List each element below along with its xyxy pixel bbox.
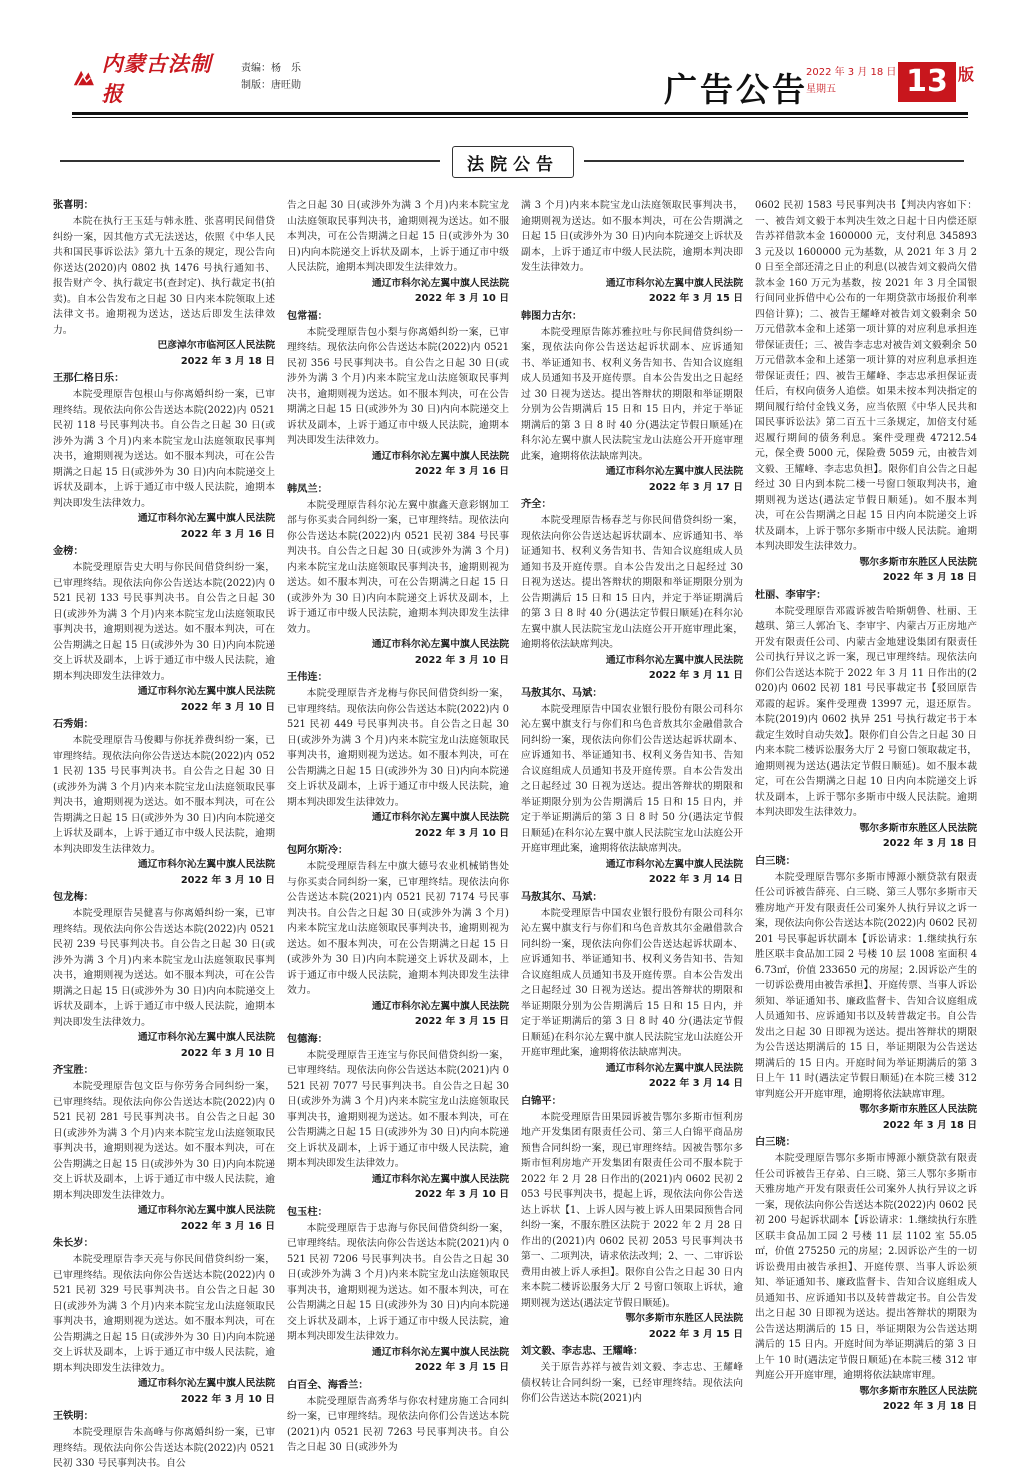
notice-date: 2022 年 3 月 14 日 [648, 1078, 743, 1089]
court-notice [287, 309, 509, 480]
logo-emblem-icon [72, 66, 96, 90]
notice-addressee: 包龙梅： [53, 892, 94, 903]
notice-addressee: 王铁明： [53, 1411, 94, 1422]
notice-court: 通辽市科尔沁左翼中旗人民法院 [371, 639, 509, 650]
court-notice [287, 1032, 509, 1203]
notice-body: 本院受理原告陈苏雅拉吐与你民间借贷纠纷一案，现依法向你公告送达起诉状副本、应诉通知书、举证通知书、权利义务告知书、告知合议庭组成人员通知书及开庭传票。自本公告发出之日起经过 30 日视为送达。提出答辩状的期限和举证期限分别为公告期满后 15 日和 15 日内，并定于举证期满后的第 3 日 8 时 40 分(遇法定节假日顺延)在科尔沁左翼中旗人民法院宝龙山法庭公开开庭审理此案，逾期将依法缺席判决。 [521, 326, 743, 462]
court-notice [53, 198, 275, 369]
court-notice [287, 843, 509, 1030]
notice-addressee: 金榜： [53, 546, 84, 557]
notice-date: 2022 年 3 月 10 日 [180, 701, 275, 713]
notice-date: 2022 年 3 月 15 日 [648, 1328, 743, 1340]
column-4 [755, 198, 977, 1478]
notice-body: 本院受理原告史大明与你民间借贷纠纷一案，已审理终结。现依法向你公告送达本院(2022)内 0521 民初 133 号民事判决书。自公告之日起 30 日(或涉外为满 3 个月)内来本院宝龙山法庭领取民事判决书，逾期则视为送达。如不服本判决，可在公告期满之日起 15 日(或涉外为 30 日)内向本院递交上诉状及副本，上诉于通辽市中级人民法院，逾期本判决即发生法律效力。 [53, 562, 275, 682]
notice-date: 2022 年 3 月 10 日 [180, 1393, 275, 1405]
notice-addressee: 包常福： [287, 310, 328, 322]
column-3 [521, 198, 743, 1478]
notice-date: 2022 年 3 月 16 日 [180, 1220, 275, 1232]
notice-date: 2022 年 3 月 10 日 [414, 1189, 509, 1200]
notice-court: 鄂尔多斯市东胜区人民法院 [859, 1104, 977, 1115]
notice-court: 通辽市科尔沁左翼中旗人民法院 [371, 1346, 509, 1358]
notice-date: 2022 年 3 月 14 日 [648, 874, 743, 885]
notice-addressee: 包阿尔斯冷： [287, 845, 349, 856]
court-notice [521, 497, 743, 684]
notice-body: 0602 民初 1583 号民事判决书【判决内容如下：一、被告刘文毅于本判决生效之日起十日内偿还原告苏祥借款本金 1600000 元，支付利息 3458933 元及以 1600000 元为基数，从 2021 年 3 月 20 日至全部还清之日止的利息(以被告刘文毅尚欠借款本金 160 万元为基数，按 2021 年 3 月全国银行间同业拆借中心公布的一年期贷款市场报价利率四倍计算)；二、被告王耀峰对被告刘文毅剩余 50 万元借款本金和上述第一项计算的对应利息承担连带保证责任；三、被告李志忠对被告刘文毅剩余 50 万元借款本金和上述第一项计算的对应利息承担连带保证责任；四、被告王耀峰、李志忠承担保证责任后，有权向债务人追偿。如果未按本判决指定的期间履行给付金钱义务，应当依照《中华人民共和国民事诉讼法》第二百五十三条规定，加倍支付延迟履行期间的债务利息。案件受理费 47212.54 元，保全费 5000 元，保险费 5059 元，由被告刘文毅、王耀峰、李志忠负担】。限你们自公告之日起经过 30 日内到本院二楼一号窗口领取判决书，逾期则视为送达(遇法定节假日顺延)。如不服本判决，可在公告期满之日起 15 日内向本院递交上诉状及副本，上诉于鄂尔多斯市中级人民法院。逾期本判决即发生法律效力。 [755, 200, 977, 552]
court-notice [755, 854, 977, 1134]
notice-body: 本院受理原告李天亮与你民间借贷纠纷一案，已审理终结。现依法向你公告送达本院(2022)内 0521 民初 329 号民事判决书。自公告之日起 30 日(或涉外为满 3 个月)内来本院宝龙山法庭领取民事判决书，逾期则视为送达。如不服本判决，可在公告期满之日起 15 日(或涉外为 30 日)内向本院递交上诉状及副本，上诉于通辽市中级人民法院，逾期本判决即发生法律效力。 [53, 1254, 275, 1374]
banner-title: 法院公告 [452, 146, 574, 178]
notice-date: 2022 年 3 月 18 日 [882, 1401, 977, 1412]
notice-court: 通辽市科尔沁左翼中旗人民法院 [605, 654, 743, 666]
notice-court: 鄂尔多斯市东胜区人民法院 [859, 1385, 977, 1397]
court-notice [287, 482, 509, 669]
court-notice [521, 1094, 743, 1343]
notice-court: 巴彦淖尔市临河区人民法院 [157, 340, 275, 351]
notice-addressee: 韩凤兰： [287, 483, 328, 495]
banner-line-left [60, 160, 440, 162]
page-number: 13 [898, 62, 956, 102]
notice-body: 本院受理原告于忠海与你民间借贷纠纷一案，已审理终结。现依法向你公告送达本院(2021)内 0521 民初 7206 号民事判决书。自公告之日起 30 日(或涉外为满 3 个月)内来本院宝龙山法庭领取民事判决书，逾期则视为送达。如不服本判决，可在公告期满之日起 15 日(或涉外为 30 日)内向本院递交上诉状及副本，上诉于通辽市中级人民法院，逾期本判决即发生法律效力。 [287, 1222, 509, 1342]
notice-date: 2022 年 3 月 10 日 [414, 827, 509, 839]
notice-addressee: 包德海： [287, 1033, 328, 1045]
notice-court: 通辽市科尔沁左翼中旗人民法院 [137, 1205, 275, 1216]
court-notice [287, 198, 509, 307]
notice-date: 2022 年 3 月 16 日 [414, 466, 509, 477]
notice-addressee: 白三晓： [755, 855, 796, 867]
notice-date: 2022 年 3 月 10 日 [414, 654, 509, 666]
column-2 [287, 198, 509, 1478]
notice-addressee: 杜丽、李审宇： [755, 589, 827, 601]
notice-court: 通辽市科尔沁左翼中旗人民法院 [605, 1062, 743, 1074]
section-title: 广告公告 [664, 70, 808, 109]
notice-addressee: 张喜明： [53, 200, 94, 211]
notice-court: 通辽市科尔沁左翼中旗人民法院 [371, 812, 509, 823]
notice-body: 本院受理原告高秀华与你农村建房施工合同纠纷一案，已审理终结。现依法向你们公告送达本院(2021)内 0521 民初 7263 号民事判决书。自公告之日起 30 日(或涉外为 [287, 1395, 509, 1453]
notice-body: 本院受理原告包根山与你离婚纠纷一案，已审理终结。现依法向你公告送达本院(2022)内 0521 民初 118 号民事判决书。自公告之日起 30 日(或涉外为满 3 个月)内来本院宝龙山法庭领取民事判决书，逾期则视为送达。如不服本判决，可在公告期满之日起 15 日(或涉外为 30 日)内向本院递交上诉状及副本，上诉于通辽市中级人民法院，逾期本判决即发生法律效力。 [53, 389, 275, 509]
issue-date-box [806, 64, 896, 98]
court-notice [287, 1205, 509, 1376]
notice-addressee: 王那仁格日乐： [53, 373, 125, 384]
notice-addressee: 韩图力古尔： [521, 310, 583, 322]
notice-court: 通辽市科尔沁左翼中旗人民法院 [605, 277, 743, 289]
notice-court: 通辽市科尔沁左翼中旗人民法院 [137, 1378, 275, 1389]
notice-body: 本院受理原告马俊卿与你抚养费纠纷一案，已审理终结。现依法向你公告送达本院(2022)内 0521 民初 135 号民事判决书。自公告之日起 30 日(或涉外为满 3 个月)内来本院宝龙山法庭领取民事判决书，逾期则视为送达。如不服本判决，可在公告期满之日起 15 日(或涉外为 30 日)内向本院递交上诉状及副本，上诉于通辽市中级人民法院，逾期本判决即发生法律效力。 [53, 735, 275, 855]
notice-date: 2022 年 3 月 18 日 [882, 838, 977, 849]
masthead [0, 0, 1024, 118]
producer-line: 制版：唐旺勋 [241, 80, 301, 91]
court-notice [53, 1236, 275, 1407]
notice-addressee: 马敖其尔、马斌： [521, 687, 603, 699]
notice-addressee: 石秀娟： [53, 719, 94, 730]
notice-date: 2022 年 3 月 10 日 [414, 293, 509, 304]
notice-addressee: 王伟连： [287, 672, 328, 683]
notice-date: 2022 年 3 月 15 日 [414, 1016, 509, 1027]
notice-columns [53, 198, 977, 1478]
newspaper-logo [72, 51, 222, 106]
notice-body: 本院受理原告齐龙梅与你民间借贷纠纷一案，已审理终结。现依法向你公告送达本院(2022)内 0521 民初 449 号民事判决书。自公告之日起 30 日(或涉外为满 3 个月)内来本院宝龙山法庭领取民事判决书，逾期则视为送达。如不服本判决，可在公告期满之日起 15 日(或涉外为 30 日)内向本院递交上诉状及副本，上诉于通辽市中级人民法院，逾期本判决即发生法律效力。 [287, 688, 509, 808]
notice-court: 通辽市科尔沁左翼中旗人民法院 [137, 1032, 275, 1043]
issue-date: 2022 年 3 月 18 日 [806, 67, 897, 78]
notice-addressee: 马敖其尔、马斌： [521, 891, 603, 903]
notice-addressee: 包玉柱： [287, 1206, 328, 1218]
court-notice-banner [60, 142, 964, 180]
notice-body: 本院受理原告科尔沁左翼中旗鑫天意彩钢加工部与你买卖合同纠纷一案，已审理终结。现依法向你公告送达本院(2022)内 0521 民初 384 号民事判决书。自公告之日起 30 日(或涉外为满 3 个月)内来本院宝龙山法庭领取民事判决书，逾期则视为送达。如不服本判决，可在公告期满之日起 15 日(或涉外为 30 日)内向本院递交上诉状及副本，上诉于通辽市中级人民法院，逾期本判决即发生法律效力。 [287, 499, 509, 635]
notice-court: 通辽市科尔沁左翼中旗人民法院 [371, 1000, 509, 1012]
notice-date: 2022 年 3 月 16 日 [180, 528, 275, 540]
notice-date: 2022 年 3 月 18 日 [882, 1119, 977, 1131]
editor-line: 责编：杨 乐 [241, 63, 301, 74]
court-notice [521, 890, 743, 1092]
column-1 [53, 198, 275, 1478]
court-notice [53, 544, 275, 715]
notice-court: 通辽市科尔沁左翼中旗人民法院 [137, 686, 275, 697]
header-rule [72, 112, 968, 115]
notice-court: 通辽市科尔沁左翼中旗人民法院 [371, 277, 509, 289]
notice-body: 本院受理原告包文臣与你劳务合同纠纷一案，已审理终结。现依法向你公告送达本院(2022)内 0521 民初 281 号民事判决书。自公告之日起 30 日(或涉外为满 3 个月)内来本院宝龙山法庭领取民事判决书，逾期则视为送达。如不服本判决，可在公告期满之日起 15 日(或涉外为 30 日)内向本院递交上诉状及副本，上诉于通辽市中级人民法院，逾期本判决即发生法律效力。 [53, 1081, 275, 1201]
court-notice [53, 1063, 275, 1234]
court-notice [287, 670, 509, 841]
notice-body: 本院受理原告朱高峰与你离婚纠纷一案，已审理终结。现依法向你公告送达本院(2022)内 0521 民初 330 号民事判决书。自公 [53, 1427, 275, 1469]
notice-addressee: 白三晓： [755, 1137, 796, 1148]
court-notice [53, 371, 275, 542]
court-notice [287, 1378, 509, 1456]
court-notice [521, 686, 743, 888]
notice-date: 2022 年 3 月 15 日 [648, 293, 743, 304]
newspaper-name: 内蒙古法制报 [101, 51, 212, 106]
court-notice [521, 309, 743, 496]
notice-addressee: 刘文毅、李志忠、王耀峰： [521, 1346, 644, 1357]
court-notice [53, 717, 275, 888]
notice-court: 通辽市科尔沁左翼中旗人民法院 [371, 1173, 509, 1185]
banner-line-right [584, 160, 964, 162]
notice-addressee: 白锦平： [521, 1095, 562, 1107]
notice-date: 2022 年 3 月 11 日 [648, 670, 743, 681]
notice-court: 鄂尔多斯市东胜区人民法院 [859, 822, 977, 834]
notice-addressee: 齐全： [521, 499, 552, 510]
notice-body: 告之日起 30 日(或涉外为满 3 个月)内来本院宝龙山法庭领取民事判决书，逾期则视为送达。如不服本判决，可在公告期满之日起 15 日(或涉外为 30 日)内向本院递交上诉状及副本，上诉于通辽市中级人民法院，逾期本判决即发生法律效力。 [287, 200, 509, 273]
notice-body: 本院受理原告吴健喜与你离婚纠纷一案，已审理终结。现依法向你公告送达本院(2022)内 0521 民初 239 号民事判决书。自公告之日起 30 日(或涉外为满 3 个月)内来本院宝龙山法庭领取民事判决书，逾期则视为送达。如不服本判决，可在公告期满之日起 15 日(或涉外为 30 日)内向本院递交上诉状及副本，上诉于通辽市中级人民法院，逾期本判决即发生法律效力。 [53, 908, 275, 1028]
notice-body: 本院在执行王玉廷与韩永胜、张喜明民间借贷纠纷一案，因其他方式无法送达，依照《中华人民共和国民事诉讼法》第九十五条的规定，现公告向你送达(2020)内 0802 执 1476 号执行通知书、报告财产令、执行裁定书(查封定)、执行裁定书(拍卖)。自本公告发布之日起 30 日内来本院领取上述法律文书。逾期视为送达，送达后即发生法律效力。 [53, 216, 275, 336]
notice-date: 2022 年 3 月 10 日 [180, 1047, 275, 1059]
notice-date: 2022 年 3 月 10 日 [180, 874, 275, 886]
notice-body: 本院受理原告鄂尔多斯市博源小额贷款有限责任公司诉被告薛亮、白三晓、第三人鄂尔多斯市天雅房地产开发有限责任公司案外人执行异议之诉一案，现依法向你公告送达本院(2022)内 0602 民初 201 号民事起诉状副本【诉讼请求：1.继续执行东胜区联丰食品加工园 2 号楼 10 层 1008 室面积 46.73㎡，价值 233650 元的房屋；2.因诉讼产生的一切诉讼费用由被告承担】、开庭传票、当事人诉讼须知、举证通知书、廉政监督卡、告知合议庭组成人员通知书、应诉通知书以及转普裁定书。自公告发出之日起 30 日即视为送达。提出答辩状的期限为公告送达期满后的 15 日，举证期限为公告送达期满后的 15 日内。开庭时间为举证期满后的第 3 日上午 11 时(遇法定节假日顺延)在本院三楼 312 审判庭公开开庭审理，逾期将依法缺席审理。 [755, 871, 977, 1100]
notice-date: 2022 年 3 月 18 日 [882, 572, 977, 583]
notice-body: 本院受理原告邓霞诉被告哈斯朝鲁、杜丽、王越琪、第三人郭冶飞、李审宇、内蒙古万正房地产开发有限责任公司、内蒙古金地建设集团有限责任公司执行异议之诉一案，现已审理终结。现依法向你们公告送达本院于 2022 年 3 月 11 日作出的(2020)内 0602 民初 181 号民事裁定书【驳回原告邓霞的起诉。案件受理费 13997 元，退还原告。本院(2019)内 0602 执异 251 号执行裁定书于本裁定生效时自动失效】。限你们自公告之日起 30 日内来本院二楼诉讼服务大厅 2 号窗口领取裁定书，逾期则视为送达(遇法定节假日顺延)。如不服本裁定，可在公告期满之日起 10 日内向本院递交上诉状及副本，上诉于鄂尔多斯市中级人民法院。逾期本判决即发生法律效力。 [755, 605, 977, 818]
notice-court: 鄂尔多斯市东胜区人民法院 [859, 556, 977, 568]
notice-court: 通辽市科尔沁左翼中旗人民法院 [371, 450, 509, 462]
court-notice [53, 1409, 275, 1472]
notice-body: 本院受理原告鄂尔多斯市博源小额贷款有限责任公司诉被告王存弟、白三晓、第三人鄂尔多斯市天雅房地产开发有限责任公司案外人执行异议之诉一案，现依法向你公告送达本院(2022)内 0602 民初 200 号起诉状副本【诉讼请求：1.继续执行东胜区联丰食品加工园 2 号楼 11 层 1102 室 55.05㎡，价值 275250 元的房屋；2.因诉讼产生的一切诉讼费用由被告承担】、开庭传票、当事人诉讼须知、举证通知书、廉政监督卡、告知合议庭组成人员通知书、应诉通知书以及转普裁定书。自公告发出之日起 30 日即视为送达。提出答辩状的期限为公告送达期满后的 15 日，举证期限为公告送达期满后的 15 日内。开庭时间为举证期满后的第 3 日上午 10 时(遇法定节假日顺延)在本院三楼 312 审判庭公开开庭审理，逾期将依法缺席审理。 [755, 1153, 977, 1381]
notice-body: 本院受理原告中国农业银行股份有限公司科尔沁左翼中旗支行与你们和乌色音敖其尔金融借款合同纠纷一案，现依法向你们公告送达起诉状副本、应诉通知书、举证通知书、权利义务告知书、告知合议庭组成人员通知书及开庭传票。自本公告发出之日起经过 30 日视为送达。提出答辩状的期限和举证期限分别为公告期满后 15 日和 15 日内，并定于举证期满后的第 3 日 8 时 50 分(遇法定节假日顺延)在科尔沁左翼中旗人民法院宝龙山法庭公开开庭审理此案，逾期将依法缺席判决。 [521, 703, 743, 854]
notice-body: 本院受理原告田果园诉被告鄂尔多斯市恒利房地产开发集团有限责任公司、第三人白锦平商品房预售合同纠纷一案，现已审理终结。因被告鄂尔多斯市恒利房地产开发集团有限责任公司不服本院于 2022 年 2 月 28 日作出的(2021)内 0602 民初 2053 号民事判决书，提起上诉，现依法向你公告送达上诉状【1、上诉人因与被上诉人田果园预售合同纠纷一案，不服东胜区法院于 2022 年 2 月 28 日作出的(2021)内 0602 民初 2053 号民事判决书第一、二项判决，请求依法改判；2、一、二审诉讼费用由被上诉人承担】。限你自公告之日起 30 日内来本院二楼诉讼服务大厅 2 号窗口领取上诉状，逾期则视为送达(遇法定节假日顺延)。 [521, 1111, 743, 1309]
notice-court: 鄂尔多斯市东胜区人民法院 [625, 1313, 743, 1324]
court-notice [53, 890, 275, 1061]
notice-court: 通辽市科尔沁左翼中旗人民法院 [605, 466, 743, 477]
editor-credits [241, 60, 301, 94]
notice-addressee: 朱长岁： [53, 1238, 94, 1249]
notice-body: 本院受理原告科左中旗大德号农业机械销售处与你买卖合同纠纷一案，已审理终结。现依法向你公告送达本院(2021)内 0521 民初 7174 号民事判决书。自公告之日起 30 日(或涉外为满 3 个月)内来本院宝龙山法庭领取民事判决书，逾期则视为送达。如不服本判决，可在公告期满之日起 15 日(或涉外为 30 日)内向本院递交上诉状及副本，上诉于通辽市中级人民法院，逾期本判决即发生法律效力。 [287, 861, 509, 996]
notice-body: 满 3 个月)内来本院宝龙山法庭领取民事判决书，逾期则视为送达。如不服本判决，可在公告期满之日起 15 日(或涉外为 30 日)内向本院递交上诉状及副本，上诉于通辽市中级人民法院，逾期本判决即发生法律效力。 [521, 200, 743, 273]
notice-body: 本院受理原告包小梨与你离婚纠纷一案，已审理终结。现依法向你公告送达本院(2022)内 0521 民初 356 号民事判决书。自公告之日起 30 日(或涉外为满 3 个月)内来本院宝龙山法庭领取民事判决书，逾期则视为送达。如不服本判决，可在公告期满之日起 15 日(或涉外为 30 日)内向本院递交上诉状及副本，上诉于通辽市中级人民法院，逾期本判决即发生法律效力。 [287, 326, 509, 446]
issue-weekday: 星期五 [806, 84, 836, 95]
notice-addressee: 齐宝胜： [53, 1065, 94, 1076]
notice-date: 2022 年 3 月 15 日 [414, 1362, 509, 1373]
notice-court: 通辽市科尔沁左翼中旗人民法院 [137, 513, 275, 524]
court-notice [755, 1135, 977, 1415]
notice-body: 本院受理原告杨春芝与你民间借贷纠纷一案，现依法向你公告送达起诉状副本、应诉通知书、举证通知书、权利义务告知书、告知合议庭组成人员通知书及开庭传票。自本公告发出之日起经过 30 日视为送达。提出答辩状的期限和举证期限分别为公告期满后 15 日和 15 日内，并定于举证期满后的第 3 日 8 时 40 分(遇法定节假日顺延)在科尔沁左翼中旗人民法院宝龙山法庭公开开庭审理此案，逾期将依法缺席判决。 [521, 515, 743, 650]
notice-court: 通辽市科尔沁左翼中旗人民法院 [137, 859, 275, 870]
notice-body: 本院受理原告王连宝与你民间借贷纠纷一案，已审理终结。现依法向你公告送达本院(2021)内 0521 民初 7077 号民事判决书。自公告之日起 30 日(或涉外为满 3 个月)内来本院宝龙山法庭领取民事判决书，逾期则视为送达。如不服本判决，可在公告期满之日起 15 日(或涉外为 30 日)内向本院递交上诉状及副本，上诉于通辽市中级人民法院，逾期本判决即发生法律效力。 [287, 1049, 509, 1169]
notice-court: 通辽市科尔沁左翼中旗人民法院 [605, 858, 743, 870]
header-rule-thin [72, 117, 968, 118]
notice-body: 本院受理原告中国农业银行股份有限公司科尔沁左翼中旗支行与你们和乌色音敖其尔金融借款合同纠纷一案，现依法向你们公告送达起诉状副本、应诉通知书、举证通知书、权利义务告知书、告知合议庭组成人员通知书及开庭传票。自本公告发出之日起经过 30 日视为送达。提出答辩状的期限和举证期限分别为公告期满后 15 日和 15 日内，并定于举证期满后的第 3 日 8 时 40 分(遇法定节假日顺延)在科尔沁左翼中旗人民法院宝龙山法庭公开开庭审理此案，逾期将依法缺席判决。 [521, 907, 743, 1058]
notice-date: 2022 年 3 月 18 日 [180, 355, 275, 367]
court-notice [755, 198, 977, 586]
notice-addressee: 白百全、海香兰： [287, 1379, 369, 1391]
court-notice [755, 588, 977, 852]
court-notice [521, 1344, 743, 1407]
notice-date: 2022 年 3 月 17 日 [648, 481, 743, 493]
notice-body: 关于原告苏祥与被告刘文毅、李志忠、王耀峰债权转让合同纠纷一案，已经审理终结。现依法向你们公告送达本院(2021)内 [521, 1362, 743, 1404]
page-unit: 版 [958, 65, 975, 84]
court-notice [521, 198, 743, 307]
